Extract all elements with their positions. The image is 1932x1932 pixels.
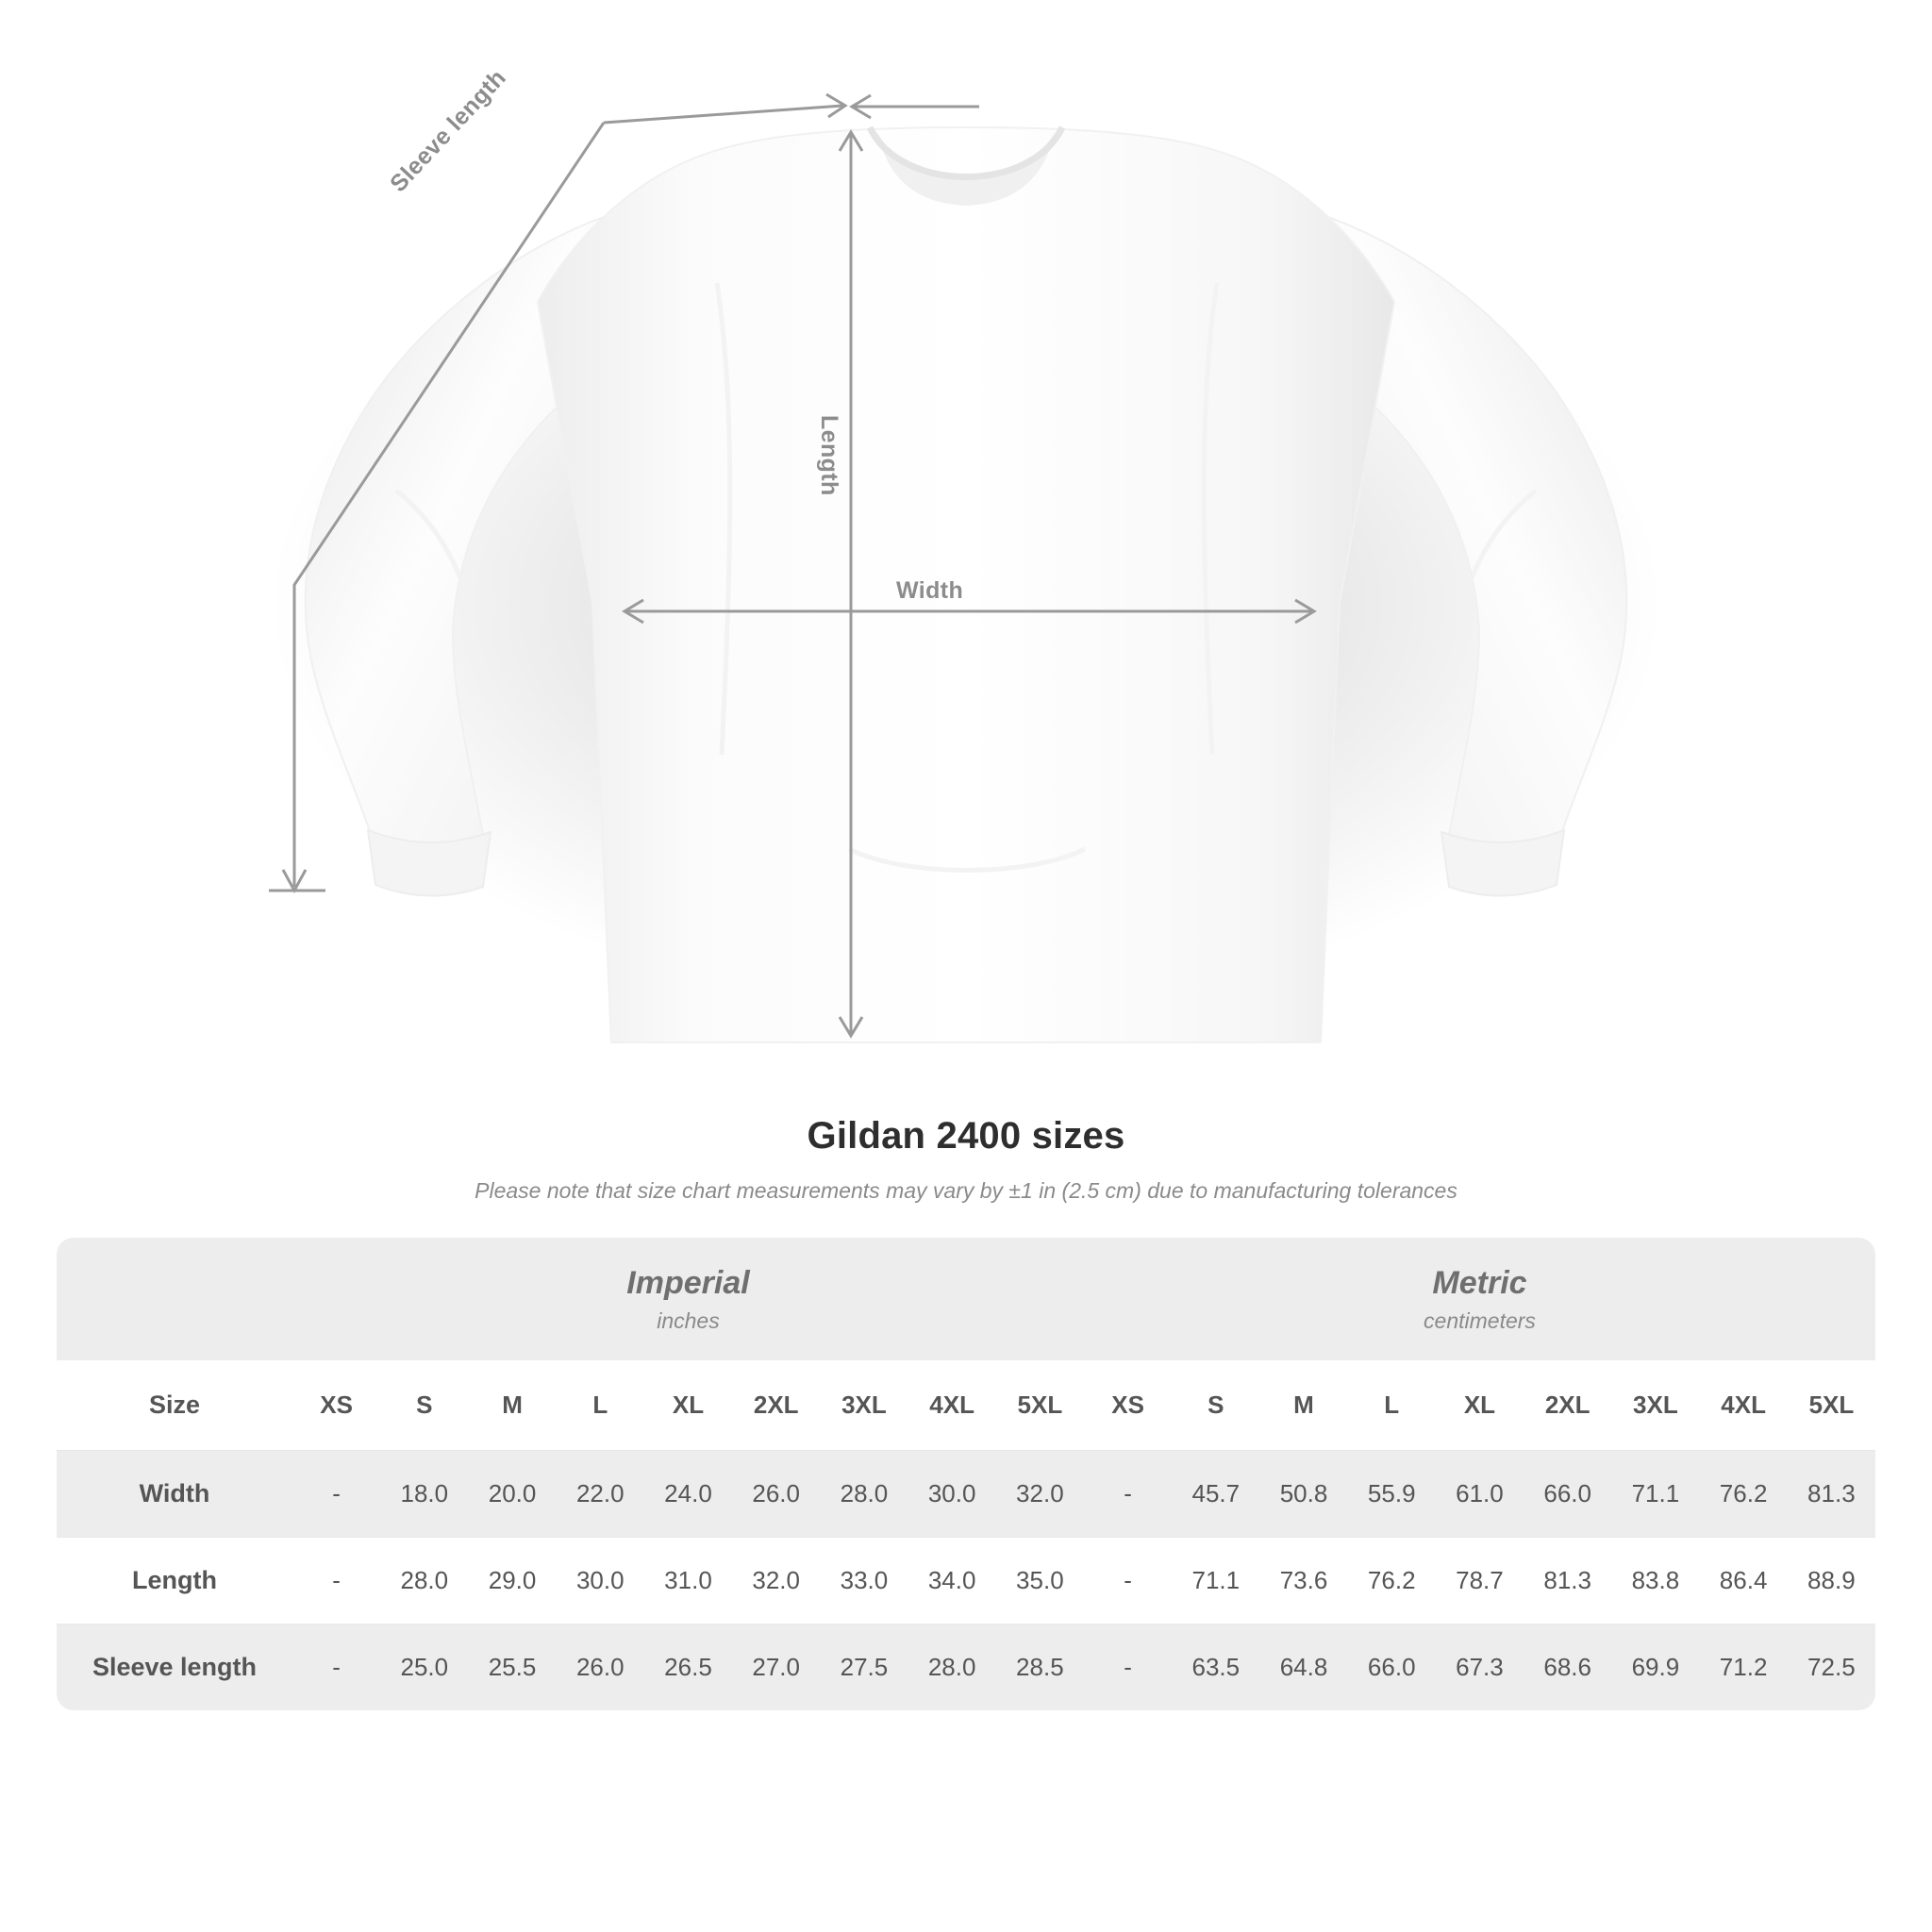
metric-unit-name: Metric <box>1432 1265 1527 1301</box>
length-metric-3xl: 83.8 <box>1611 1538 1699 1624</box>
size-header-label: Size <box>57 1360 292 1451</box>
table-row <box>57 1538 1875 1624</box>
length-imperial-xs: - <box>292 1538 380 1624</box>
size-header-imperial-xs: XS <box>292 1360 380 1451</box>
row-label-sleeve-length: Sleeve length <box>57 1624 292 1711</box>
length-metric-s: 71.1 <box>1172 1538 1259 1624</box>
width-metric-m: 50.8 <box>1259 1451 1347 1538</box>
width-metric-2xl: 66.0 <box>1524 1451 1611 1538</box>
size-header-imperial-xl: XL <box>644 1360 732 1451</box>
width-imperial-3xl: 28.0 <box>820 1451 908 1538</box>
width-imperial-l: 22.0 <box>557 1451 644 1538</box>
size-header-imperial-2xl: 2XL <box>732 1360 820 1451</box>
width-imperial-4xl: 30.0 <box>908 1451 996 1538</box>
width-imperial-5xl: 32.0 <box>996 1451 1084 1538</box>
length-imperial-s: 28.0 <box>380 1538 468 1624</box>
width-metric-s: 45.7 <box>1172 1451 1259 1538</box>
length-imperial-4xl: 34.0 <box>908 1538 996 1624</box>
length-metric-4xl: 86.4 <box>1700 1538 1788 1624</box>
length-imperial-m: 29.0 <box>468 1538 556 1624</box>
sleeve-imperial-s: 25.0 <box>380 1624 468 1711</box>
size-header-metric-xl: XL <box>1436 1360 1524 1451</box>
length-metric-2xl: 81.3 <box>1524 1538 1611 1624</box>
table-row <box>57 1451 1875 1538</box>
width-metric-5xl: 81.3 <box>1788 1451 1875 1538</box>
sleeve-imperial-xl: 26.5 <box>644 1624 732 1711</box>
sleeve-metric-xl: 67.3 <box>1436 1624 1524 1711</box>
sleeve-metric-l: 66.0 <box>1348 1624 1436 1711</box>
length-imperial-5xl: 35.0 <box>996 1538 1084 1624</box>
width-imperial-2xl: 26.0 <box>732 1451 820 1538</box>
size-header-imperial-4xl: 4XL <box>908 1360 996 1451</box>
length-dimension-label: Length <box>816 415 842 496</box>
size-table <box>57 1238 1875 1710</box>
sleeve-imperial-l: 26.0 <box>557 1624 644 1711</box>
size-header-metric-5xl: 5XL <box>1788 1360 1875 1451</box>
size-header-metric-2xl: 2XL <box>1524 1360 1611 1451</box>
width-imperial-xl: 24.0 <box>644 1451 732 1538</box>
width-metric-l: 55.9 <box>1348 1451 1436 1538</box>
size-header-imperial-s: S <box>380 1360 468 1451</box>
length-metric-xl: 78.7 <box>1436 1538 1524 1624</box>
sleeve-imperial-5xl: 28.5 <box>996 1624 1084 1711</box>
sleeve-metric-m: 64.8 <box>1259 1624 1347 1711</box>
row-label-width: Width <box>57 1451 292 1538</box>
width-imperial-s: 18.0 <box>380 1451 468 1538</box>
sleeve-metric-3xl: 69.9 <box>1611 1624 1699 1711</box>
length-imperial-l: 30.0 <box>557 1538 644 1624</box>
page-subtitle: Please note that size chart measurements may vary by ±1 in (2.5 cm) due to manufacturing tolerances <box>475 1178 1457 1203</box>
length-imperial-xl: 31.0 <box>644 1538 732 1624</box>
width-metric-4xl: 76.2 <box>1700 1451 1788 1538</box>
width-imperial-m: 20.0 <box>468 1451 556 1538</box>
sleeve-imperial-3xl: 27.5 <box>820 1624 908 1711</box>
width-metric-xl: 61.0 <box>1436 1451 1524 1538</box>
width-imperial-xs: - <box>292 1451 380 1538</box>
sleeve-metric-s: 63.5 <box>1172 1624 1259 1711</box>
sleeve-metric-5xl: 72.5 <box>1788 1624 1875 1711</box>
size-header-imperial-3xl: 3XL <box>820 1360 908 1451</box>
imperial-unit-sub: inches <box>657 1308 720 1334</box>
sleeve-imperial-2xl: 27.0 <box>732 1624 820 1711</box>
size-header-metric-s: S <box>1172 1360 1259 1451</box>
sleeve-metric-4xl: 71.2 <box>1700 1624 1788 1711</box>
size-header-imperial-5xl: 5XL <box>996 1360 1084 1451</box>
unit-header-row <box>57 1238 1875 1360</box>
size-header-metric-4xl: 4XL <box>1700 1360 1788 1451</box>
size-header-metric-xs: XS <box>1084 1360 1172 1451</box>
width-dimension-label: Width <box>896 577 964 604</box>
width-metric-3xl: 71.1 <box>1611 1451 1699 1538</box>
sleeve-length-dimension-label: Sleeve length <box>385 64 511 198</box>
metric-unit-sub: centimeters <box>1424 1308 1536 1334</box>
size-header-metric-l: L <box>1348 1360 1436 1451</box>
width-metric-xs: - <box>1084 1451 1172 1538</box>
row-label-length: Length <box>57 1538 292 1624</box>
sleeve-imperial-m: 25.5 <box>468 1624 556 1711</box>
length-imperial-2xl: 32.0 <box>732 1538 820 1624</box>
length-metric-xs: - <box>1084 1538 1172 1624</box>
length-imperial-3xl: 33.0 <box>820 1538 908 1624</box>
table-row <box>57 1624 1875 1711</box>
page-title: Gildan 2400 sizes <box>807 1115 1125 1157</box>
size-header-row <box>57 1360 1875 1451</box>
sleeve-metric-2xl: 68.6 <box>1524 1624 1611 1711</box>
size-header-imperial-m: M <box>468 1360 556 1451</box>
imperial-unit-name: Imperial <box>626 1265 750 1301</box>
sleeve-imperial-4xl: 28.0 <box>908 1624 996 1711</box>
sleeve-metric-xs: - <box>1084 1624 1172 1711</box>
imperial-unit-header <box>292 1238 1084 1360</box>
length-metric-l: 76.2 <box>1348 1538 1436 1624</box>
size-header-metric-3xl: 3XL <box>1611 1360 1699 1451</box>
length-metric-m: 73.6 <box>1259 1538 1347 1624</box>
size-header-metric-m: M <box>1259 1360 1347 1451</box>
size-header-imperial-l: L <box>557 1360 644 1451</box>
title-block <box>0 1115 1932 1204</box>
length-metric-5xl: 88.9 <box>1788 1538 1875 1624</box>
unit-spacer <box>57 1238 292 1360</box>
size-table-container <box>57 1238 1875 1710</box>
metric-unit-header <box>1084 1238 1875 1360</box>
sleeve-imperial-xs: - <box>292 1624 380 1711</box>
